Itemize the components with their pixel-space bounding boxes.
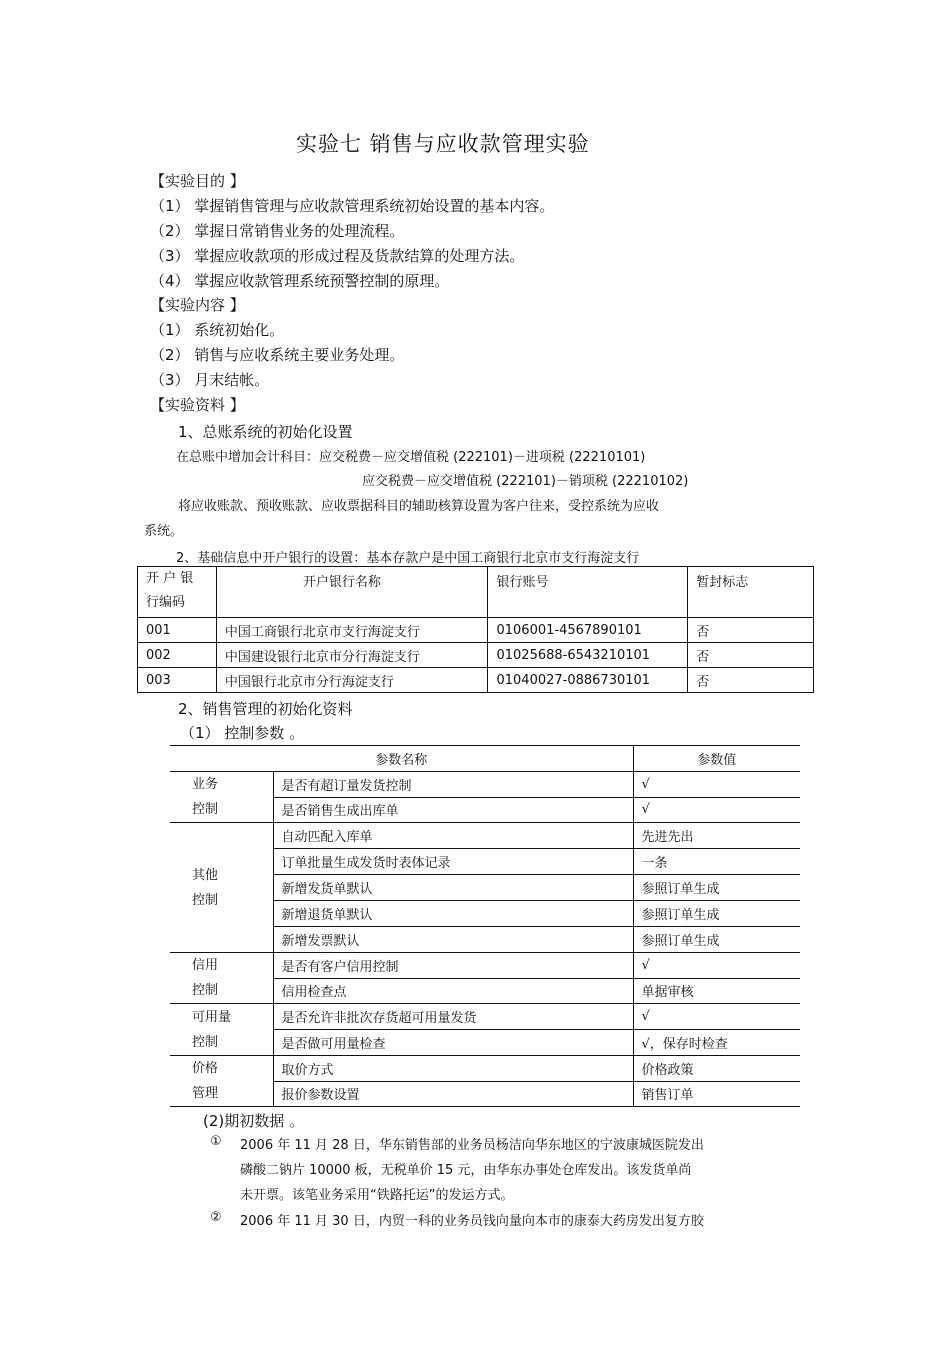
param-name: 订单批量生成发货时表体记录: [273, 849, 633, 875]
column-header: 参数名称: [170, 746, 633, 772]
content-item: （3） 月末结帐。: [150, 371, 270, 389]
control-params-table: [170, 745, 800, 1107]
materials-heading: 【实验资料 】: [150, 396, 245, 414]
aux-setting-text-cont: 系统。: [144, 524, 184, 539]
purpose-item: （2） 掌握日常销售业务的处理流程。: [150, 222, 405, 240]
group-label: 其他控制: [170, 823, 273, 953]
param-name: 新增发票默认: [273, 927, 633, 953]
param-name: 新增退货单默认: [273, 901, 633, 927]
page-title: 实验七 销售与应收款管理实验: [296, 132, 590, 156]
table-header-row: [138, 567, 814, 618]
group-label: 可用量控制: [170, 1004, 273, 1056]
purpose-item: （4） 掌握应收款管理系统预警控制的原理。: [150, 272, 450, 290]
param-name: 新增发货单默认: [273, 875, 633, 901]
group-label: 业务控制: [170, 772, 273, 823]
table-row: [170, 953, 800, 979]
param-name: 信用检查点: [273, 978, 633, 1004]
purpose-item: （1） 掌握销售管理与应收款管理系统初始设置的基本内容。: [150, 197, 555, 215]
param-name: 取价方式: [273, 1056, 633, 1082]
table-row: [138, 668, 814, 693]
table-row: [170, 1056, 800, 1082]
purpose-item: （3） 掌握应收款项的形成过程及货款结算的处理方法。: [150, 247, 525, 265]
param-value: 参照订单生成: [633, 901, 800, 927]
param-value: √: [633, 797, 800, 823]
content-item: （1） 系统初始化。: [150, 321, 285, 339]
param-value: 价格政策: [633, 1056, 800, 1082]
param-value: 一条: [633, 849, 800, 875]
opening-item-1-cont: 未开票。该笔业务采用“铁路托运”的发运方式。: [240, 1188, 514, 1203]
group-label: 价格管理: [170, 1056, 273, 1107]
opening-item-2: 2006 年 11 月 30 日，内贸一科的业务员钱向量向本市的康泰大药房发出复方胶: [240, 1214, 704, 1229]
param-name: 自动匹配入库单: [273, 823, 633, 849]
cell: 中国银行北京市分行海淀支行: [216, 668, 488, 693]
cell: 否: [688, 668, 814, 693]
table-row: [138, 643, 814, 668]
cell: 否: [688, 643, 814, 668]
param-name: 是否做可用量检查: [273, 1030, 633, 1056]
param-name: 是否销售生成出库单: [273, 797, 633, 823]
param-value: 单据审核: [633, 978, 800, 1004]
cell: 否: [688, 618, 814, 643]
bank-table: [137, 566, 814, 693]
cell: 003: [138, 668, 217, 693]
param-value: 销售订单: [633, 1081, 800, 1107]
cell: 002: [138, 643, 217, 668]
cell: 中国建设银行北京市分行海淀支行: [216, 643, 488, 668]
table-row: [138, 618, 814, 643]
column-header: 开 户 银 行编码: [138, 567, 217, 618]
section-1-title: 1、总账系统的初始化设置: [178, 423, 353, 441]
param-name: 报价参数设置: [273, 1081, 633, 1107]
cell: 中国工商银行北京市支行海淀支行: [216, 618, 488, 643]
aux-setting-text: 将应收账款、预收账款、应收票据科目的辅助核算设置为客户往来，受控系统为应收: [178, 499, 660, 514]
item-marker: ②: [210, 1210, 222, 1225]
param-value: 先进先出: [633, 823, 800, 849]
column-header: 银行账号: [488, 567, 688, 618]
cell: 01025688-6543210101: [488, 643, 688, 668]
sales-init-title: 2、销售管理的初始化资料: [178, 700, 353, 718]
param-value: 参照订单生成: [633, 927, 800, 953]
param-value: √: [633, 772, 800, 798]
content-item: （2） 销售与应收系统主要业务处理。: [150, 346, 405, 364]
account-line-1: 在总账中增加会计科目：应交税费－应交增值税 (222101)－进项税 (22210101): [176, 450, 646, 465]
param-name: 是否有客户信用控制: [273, 953, 633, 979]
column-header: 开户银行名称: [216, 567, 488, 618]
table-header-row: [170, 746, 800, 772]
param-value: √: [633, 1004, 800, 1030]
opening-item-1-cont: 磷酸二钠片 10000 板，无税单价 15 元，由华东办事处仓库发出。该发货单尚: [240, 1163, 692, 1178]
column-header: 参数值: [633, 746, 800, 772]
table-row: [170, 1004, 800, 1030]
table-row: [170, 823, 800, 849]
cell: 0106001-4567890101: [488, 618, 688, 643]
param-name: 是否有超订量发货控制: [273, 772, 633, 798]
param-name: 是否允许非批次存货超可用量发货: [273, 1004, 633, 1030]
cell: 01040027-0886730101: [488, 668, 688, 693]
param-value: √: [633, 953, 800, 979]
group-label: 信用控制: [170, 953, 273, 1004]
param-value: 参照订单生成: [633, 875, 800, 901]
section-2-title: 2、基础信息中开户银行的设置：基本存款户是中国工商银行北京市支行海淀支行: [176, 551, 640, 566]
purpose-heading: 【实验目的 】: [150, 172, 245, 190]
table-row: [170, 772, 800, 798]
opening-item-1: 2006 年 11 月 28 日，华东销售部的业务员杨洁向华东地区的宁波康城医院发出: [240, 1138, 704, 1153]
control-params-subtitle: （1） 控制参数 。: [180, 724, 305, 742]
account-line-2: 应交税费－应交增值税 (222101)－销项税 (22210102): [362, 474, 689, 489]
cell: 001: [138, 618, 217, 643]
content-heading: 【实验内容 】: [150, 296, 245, 314]
param-value: √，保存时检查: [633, 1030, 800, 1056]
column-header: 暂封标志: [688, 567, 814, 618]
item-marker: ①: [210, 1134, 222, 1149]
opening-data-subtitle: (2)期初数据 。: [203, 1112, 305, 1130]
